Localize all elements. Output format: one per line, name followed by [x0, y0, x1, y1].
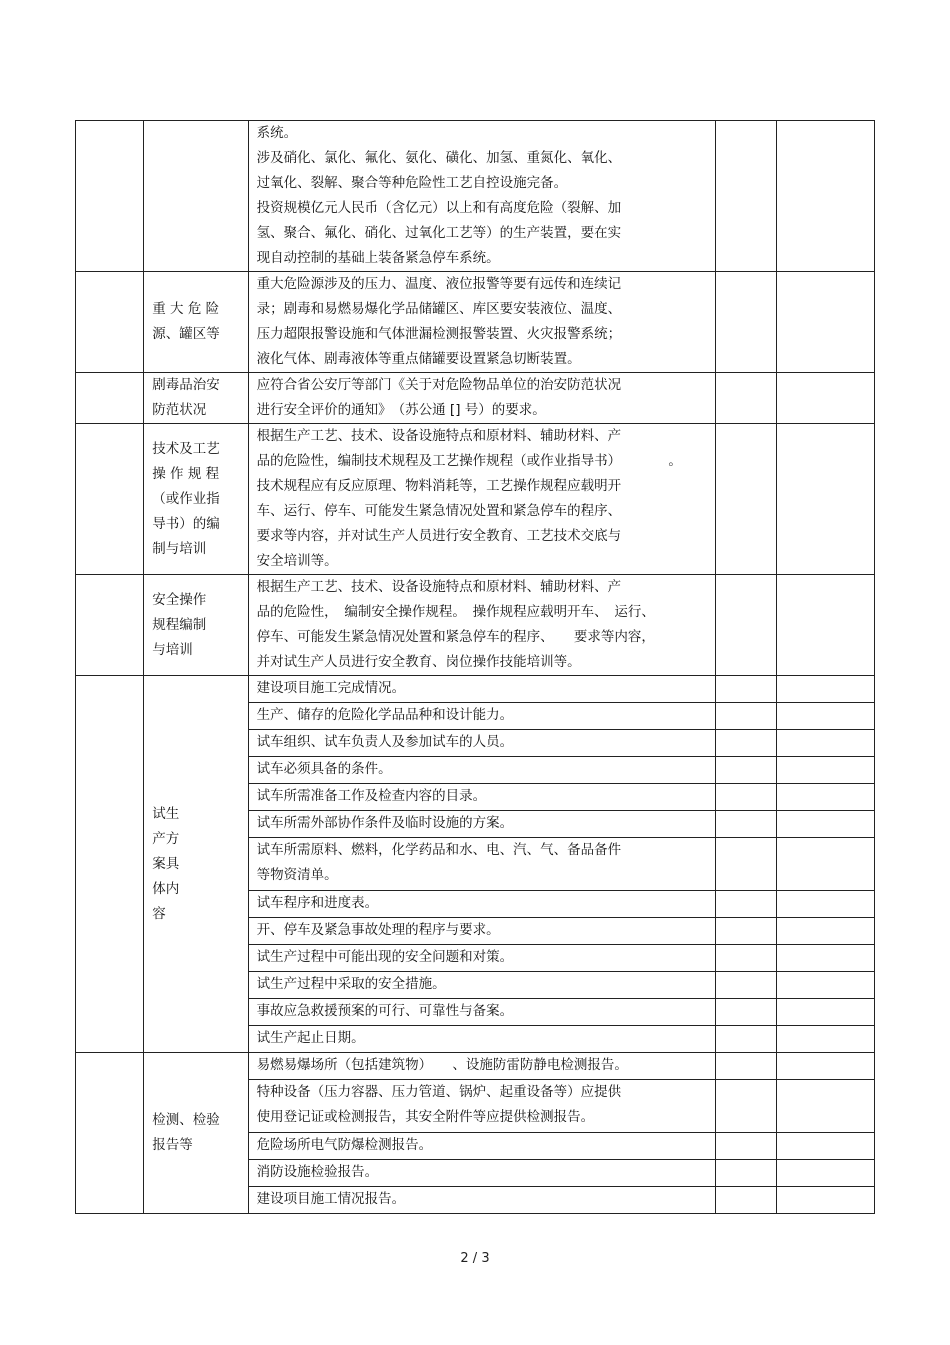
category-cell	[144, 424, 248, 575]
requirement-line: 应符合省公安厅等部门《关于对危险物品单位的治安防范状况	[256, 377, 622, 393]
empty-cell	[76, 121, 144, 272]
remark-cell	[776, 424, 874, 575]
remark-cell	[776, 838, 874, 891]
list-item: 试车组织、试车负责人及参加试车的人员。	[248, 730, 716, 757]
category-cell	[144, 676, 248, 1053]
remark-cell	[776, 918, 874, 945]
requirement-line: 根据生产工艺、技术、设备设施特点和原材料、辅助材料、产	[256, 579, 622, 595]
category-line: 产方	[152, 830, 180, 847]
list-item: 建设项目施工完成情况。	[248, 676, 716, 703]
remark-cell	[776, 1133, 874, 1160]
requirement-line: 过氧化、裂解、聚合等种危险性工艺自控设施完备。	[256, 175, 568, 191]
category-line: 容	[152, 905, 166, 922]
list-item-line: 试车所需原料、燃料，化学药品和水、电、汽、气、备品备件	[256, 842, 622, 858]
remark-cell	[776, 891, 874, 918]
remark-cell	[776, 676, 874, 703]
check-cell	[716, 1053, 776, 1080]
requirement-line: 品的危险性， 编制安全操作规程。 操作规程应载明开车、 运行、	[256, 604, 655, 620]
remark-cell	[776, 757, 874, 784]
list-item-line: 等物资清单。	[256, 867, 338, 883]
list-item-line: 特种设备（压力容器、压力管道、锅炉、起重设备等）应提供	[256, 1084, 622, 1100]
list-item: 试车程序和进度表。	[248, 891, 716, 918]
requirement-line: 现自动控制的基础上装备紧急停车系统。	[256, 250, 500, 266]
remark-cell	[776, 272, 874, 373]
category-cell	[144, 575, 248, 676]
remark-cell	[776, 703, 874, 730]
check-cell	[716, 676, 776, 703]
category-line: 报告等	[152, 1137, 193, 1153]
check-cell	[716, 1080, 776, 1133]
remark-cell	[776, 373, 874, 424]
category-line: 规程编制	[152, 616, 207, 633]
check-cell	[716, 1133, 776, 1160]
list-item: 试车所需准备工作及检查内容的目录。	[248, 784, 716, 811]
list-item: 建设项目施工情况报告。	[248, 1187, 716, 1214]
check-cell	[716, 1026, 776, 1053]
requirement-cell	[248, 121, 716, 272]
category-line: 操 作 规 程	[152, 465, 220, 482]
page-number: 2 / 3	[460, 1251, 490, 1266]
remark-cell	[776, 1053, 874, 1080]
list-item: 试生产过程中采取的安全措施。	[248, 972, 716, 999]
remark-cell	[776, 1160, 874, 1187]
category-line: 体内	[152, 880, 180, 897]
check-cell	[716, 784, 776, 811]
list-item: 开、停车及紧急事故处理的程序与要求。	[248, 918, 716, 945]
remark-cell	[776, 1080, 874, 1133]
category-line: 制与培训	[152, 540, 207, 557]
requirement-line: 停车、可能发生紧急情况处置和紧急停车的程序、 要求等内容，	[256, 629, 655, 645]
requirement-line: 系统。	[256, 125, 298, 141]
empty-cell	[76, 373, 144, 424]
requirement-line: 进行安全评价的通知》 （苏公通 [] 号）的要求。	[256, 402, 546, 418]
requirement-line: 液化气体、剧毒液体等重点储罐要设置紧急切断装置。	[256, 351, 581, 367]
check-cell	[716, 703, 776, 730]
category-line: 技术及工艺	[152, 440, 220, 457]
remark-cell	[776, 945, 874, 972]
remark-cell	[776, 811, 874, 838]
category-line: 安全操作	[152, 591, 207, 608]
category-cell	[144, 272, 248, 373]
category-line: 导书）的编	[152, 515, 220, 532]
list-item	[248, 838, 716, 891]
table-row	[76, 121, 875, 272]
remark-cell	[776, 730, 874, 757]
empty-cell	[76, 676, 144, 1053]
requirement-line: 涉及硝化、氯化、氟化、氨化、磺化、加氢、重氮化、氧化、	[256, 150, 622, 166]
check-cell	[716, 945, 776, 972]
remark-cell	[776, 784, 874, 811]
list-item	[248, 1080, 716, 1133]
remark-cell	[776, 575, 874, 676]
category-line: 防范状况	[152, 402, 207, 418]
category-line: 案具	[152, 855, 180, 872]
check-cell	[716, 972, 776, 999]
check-cell	[716, 1187, 776, 1214]
table-row	[76, 1053, 875, 1080]
requirement-line: 压力超限报警设施和气体泄漏检测报警装置、火灾报警系统；	[256, 326, 622, 342]
check-cell	[716, 757, 776, 784]
remark-cell	[776, 121, 874, 272]
list-item: 生产、储存的危险化学品品种和设计能力。	[248, 703, 716, 730]
category-line: （或作业指	[152, 490, 220, 507]
requirement-line: 重大危险源涉及的压力、温度、液位报警等要有远传和连续记	[256, 276, 622, 292]
list-item: 易燃易爆场所（包括建筑物） 、设施防雷防静电检测报告。	[248, 1053, 716, 1080]
check-cell	[716, 811, 776, 838]
checklist-table	[75, 120, 875, 1214]
requirement-line: 品的危险性，编制技术规程及工艺操作规程（或作业指导书） 。	[256, 453, 682, 469]
check-cell	[716, 121, 776, 272]
check-cell	[716, 838, 776, 891]
remark-cell	[776, 1187, 874, 1214]
category-line: 与培训	[152, 641, 193, 658]
empty-cell	[76, 424, 144, 575]
category-line: 试生	[152, 805, 180, 822]
list-item: 消防设施检验报告。	[248, 1160, 716, 1187]
category-line: 剧毒品治安	[152, 377, 220, 393]
empty-cell	[144, 121, 248, 272]
category-line: 检测、检验	[152, 1112, 220, 1128]
requirement-line: 要求等内容，并对试生产人员进行安全教育、工艺技术交底与	[256, 528, 622, 544]
requirement-line: 并对试生产人员进行安全教育、岗位操作技能培训等。	[256, 654, 581, 670]
category-line: 源、罐区等	[152, 326, 220, 342]
table-row	[76, 272, 875, 373]
check-cell	[716, 730, 776, 757]
list-item: 试车必须具备的条件。	[248, 757, 716, 784]
requirement-line: 安全培训等。	[256, 553, 338, 569]
category-cell	[144, 373, 248, 424]
table-row	[76, 424, 875, 575]
category-line: 重 大 危 险	[152, 301, 220, 317]
table-row	[76, 373, 875, 424]
remark-cell	[776, 999, 874, 1026]
check-cell	[716, 918, 776, 945]
requirement-line: 投资规模亿元人民币（含亿元）以上和有高度危险（裂解、加	[256, 200, 622, 216]
list-item: 试车所需外部协作条件及临时设施的方案。	[248, 811, 716, 838]
requirement-line: 录；剧毒和易燃易爆化学品储罐区、库区要安装液位、温度、	[256, 301, 622, 317]
requirement-cell	[248, 424, 716, 575]
empty-cell	[76, 575, 144, 676]
requirement-line: 车、运行、停车、可能发生紧急情况处置和紧急停车的程序、	[256, 503, 622, 519]
table-row	[76, 676, 875, 703]
check-cell	[716, 373, 776, 424]
requirement-cell	[248, 272, 716, 373]
remark-cell	[776, 972, 874, 999]
list-item-line: 使用登记证或检测报告，其安全附件等应提供检测报告。	[256, 1109, 595, 1125]
check-cell	[716, 891, 776, 918]
list-item: 试生产过程中可能出现的安全问题和对策。	[248, 945, 716, 972]
remark-cell	[776, 1026, 874, 1053]
check-cell	[716, 272, 776, 373]
empty-cell	[76, 272, 144, 373]
list-item: 危险场所电气防爆检测报告。	[248, 1133, 716, 1160]
requirement-cell	[248, 373, 716, 424]
requirement-line: 氢、聚合、氟化、硝化、过氧化工艺等）的生产装置，要在实	[256, 225, 622, 241]
list-item: 试生产起止日期。	[248, 1026, 716, 1053]
table-row	[76, 575, 875, 676]
list-item: 事故应急救援预案的可行、可靠性与备案。	[248, 999, 716, 1026]
category-cell	[144, 1053, 248, 1214]
check-cell	[716, 1160, 776, 1187]
requirement-line: 根据生产工艺、技术、设备设施特点和原材料、辅助材料、产	[256, 428, 622, 444]
check-cell	[716, 999, 776, 1026]
check-cell	[716, 575, 776, 676]
requirement-cell	[248, 575, 716, 676]
requirement-line: 技术规程应有反应原理、物料消耗等，工艺操作规程应载明开	[256, 478, 622, 494]
empty-cell	[76, 1053, 144, 1214]
check-cell	[716, 424, 776, 575]
